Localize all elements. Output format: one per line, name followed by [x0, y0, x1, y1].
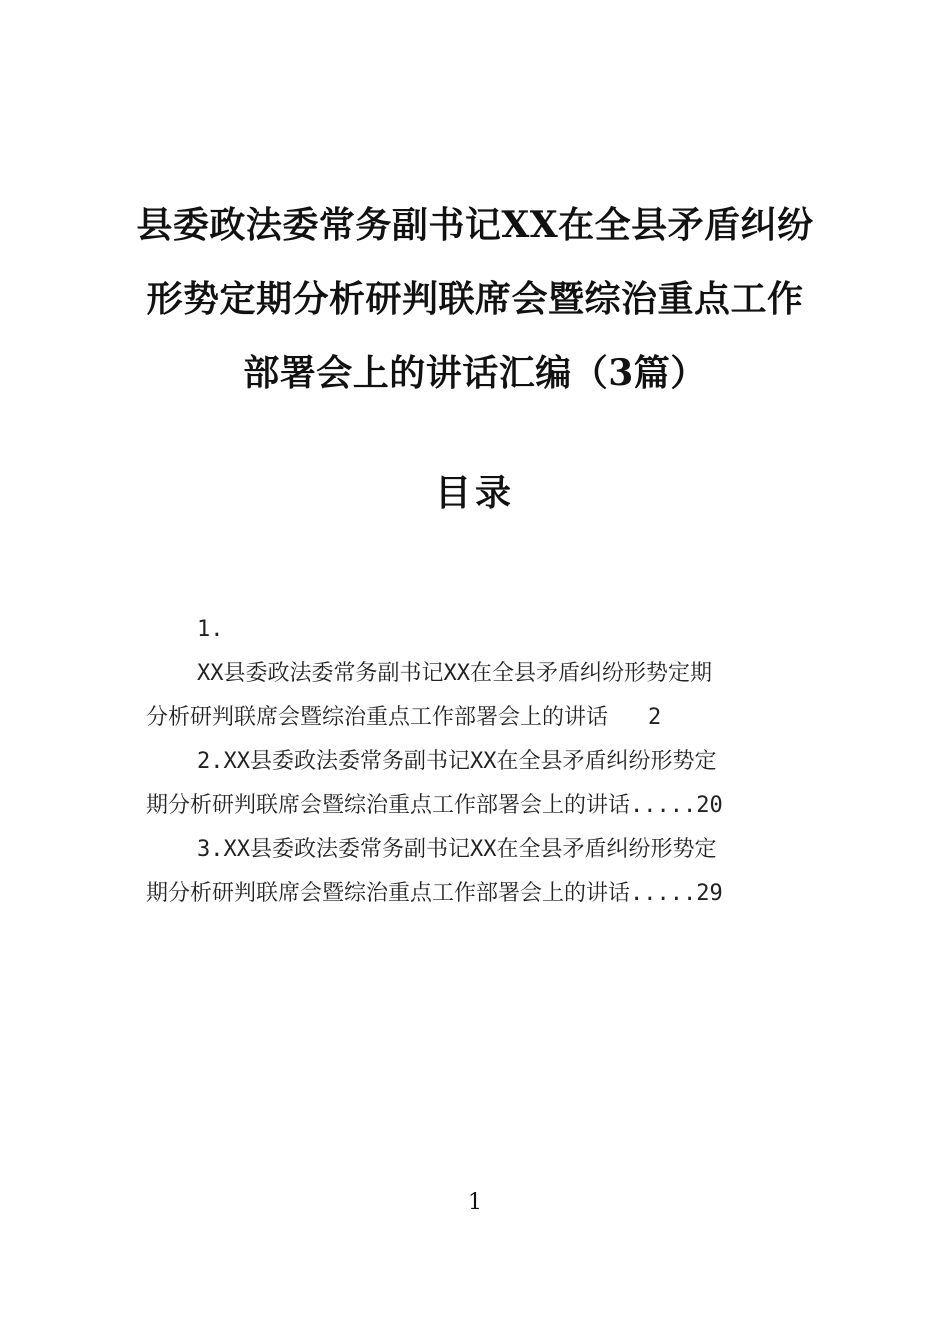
title-line-3: 部署会上的讲话汇编（3篇） [243, 352, 707, 394]
toc-entry-1-line-2: 分析研判联席会暨综治重点工作部署会上的讲话 [146, 705, 609, 730]
toc-entry-3-line-1[interactable]: 3.XX县委政法委常务副书记XX在全县矛盾纠纷形势定 [197, 837, 717, 862]
toc-heading: 目录 [434, 472, 515, 514]
toc-entry-1-line-2-row[interactable] [146, 696, 806, 740]
title-line-1: 县委政法委常务副书记XX在全县矛盾纠纷 [136, 204, 814, 246]
document-title [120, 188, 830, 410]
table-of-contents [146, 608, 806, 916]
page-number: 1 [468, 1190, 482, 1215]
toc-entry-1-line-1[interactable]: XX县委政法委常务副书记XX在全县矛盾纠纷形势定期 [197, 661, 712, 686]
toc-entry-1-page: 2 [648, 705, 662, 730]
title-line-2: 形势定期分析研判联席会暨综治重点工作 [146, 278, 804, 320]
toc-entry-2-line-1[interactable]: 2.XX县委政法委常务副书记XX在全县矛盾纠纷形势定 [197, 749, 717, 774]
toc-entry-1-number[interactable]: 1. [197, 617, 224, 642]
toc-entry-3-line-2[interactable]: 期分析研判联席会暨综治重点工作部署会上的讲话.....29 [146, 881, 723, 906]
toc-entry-2-line-2[interactable]: 期分析研判联席会暨综治重点工作部署会上的讲话.....20 [146, 793, 723, 818]
